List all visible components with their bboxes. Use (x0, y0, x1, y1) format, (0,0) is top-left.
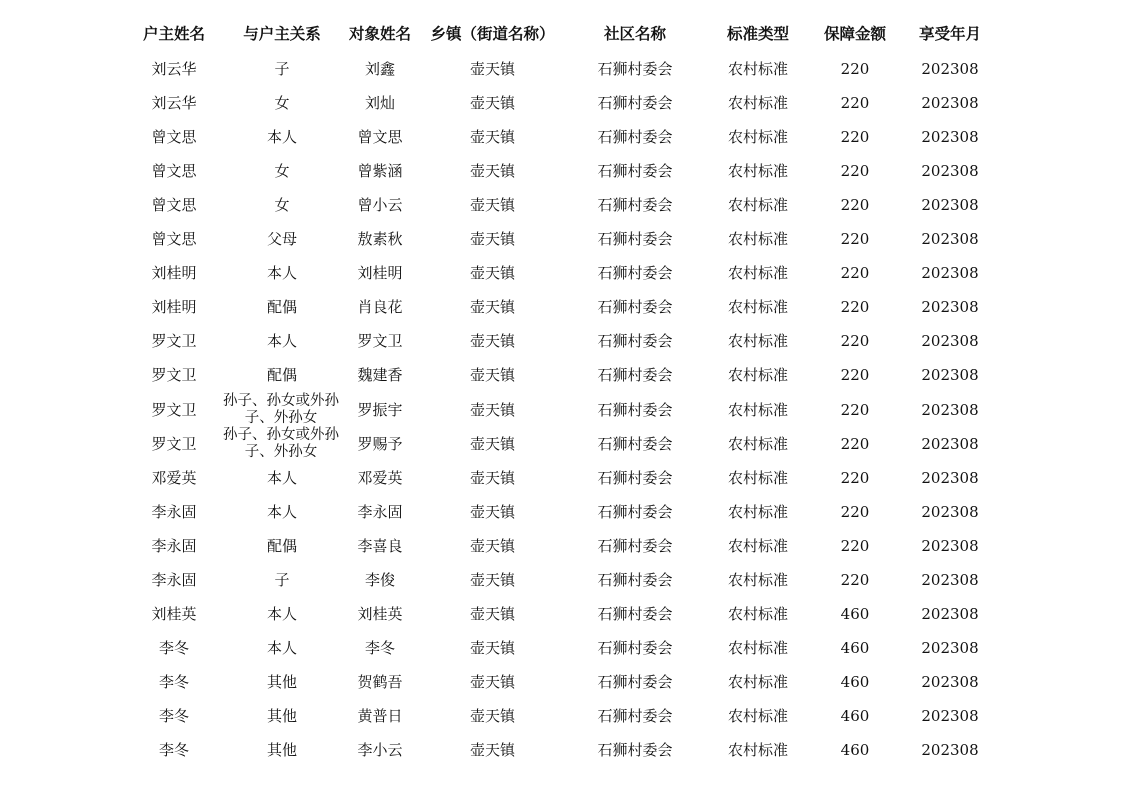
cell-community: 石狮村委会 (597, 604, 673, 623)
cell-township: 壶天镇 (469, 230, 515, 249)
cell-relation: 其他 (266, 741, 297, 759)
cell-subject-name: 刘灿 (364, 94, 395, 113)
cell-standard-type: 农村标准 (727, 638, 788, 657)
cell-month: 202308 (921, 604, 979, 623)
cell-standard-type: 农村标准 (727, 672, 788, 691)
table-row (0, 393, 1122, 427)
cell-relation: 父母 (266, 230, 297, 249)
cell-township: 壶天镇 (469, 434, 515, 453)
cell-standard-type: 农村标准 (727, 536, 788, 555)
cell-amount: 220 (840, 570, 870, 589)
cell-amount: 460 (840, 672, 870, 691)
header-community: 社区名称 (603, 24, 666, 43)
cell-community: 石狮村委会 (597, 196, 673, 215)
cell-community: 石狮村委会 (597, 162, 673, 181)
cell-householder-name: 李冬 (158, 638, 189, 657)
cell-standard-type: 农村标准 (727, 366, 788, 385)
cell-month: 202308 (921, 400, 979, 419)
cell-amount: 220 (840, 366, 870, 385)
cell-householder-name: 刘桂明 (151, 298, 197, 317)
cell-amount: 220 (840, 434, 870, 453)
header-relation: 与户主关系 (243, 24, 321, 43)
cell-month: 202308 (921, 570, 979, 589)
cell-householder-name: 罗文卫 (151, 332, 197, 351)
table-row (0, 427, 1122, 461)
cell-standard-type: 农村标准 (727, 332, 788, 351)
cell-standard-type: 农村标准 (727, 162, 788, 181)
cell-month: 202308 (921, 298, 979, 317)
cell-relation: 孙子、孙女或外孙子、外孙女 (223, 392, 339, 426)
cell-township: 壶天镇 (469, 162, 515, 181)
cell-subject-name: 刘桂英 (357, 604, 403, 623)
cell-relation: 本人 (266, 604, 297, 623)
cell-community: 石狮村委会 (597, 638, 673, 657)
cell-community: 石狮村委会 (597, 400, 673, 419)
cell-householder-name: 刘桂英 (151, 604, 197, 623)
cell-standard-type: 农村标准 (727, 706, 788, 725)
cell-amount: 220 (840, 128, 870, 147)
cell-month: 202308 (921, 230, 979, 249)
cell-month: 202308 (921, 638, 979, 657)
cell-subject-name: 魏建香 (357, 366, 403, 385)
cell-householder-name: 李冬 (158, 706, 189, 725)
cell-community: 石狮村委会 (597, 536, 673, 555)
cell-township: 壶天镇 (469, 638, 515, 657)
cell-householder-name: 刘桂明 (151, 264, 197, 283)
cell-standard-type: 农村标准 (727, 60, 788, 78)
cell-month: 202308 (921, 128, 979, 147)
table-row (0, 358, 1122, 392)
cell-amount: 460 (840, 741, 870, 759)
cell-township: 壶天镇 (469, 400, 515, 419)
cell-township: 壶天镇 (469, 706, 515, 725)
cell-relation: 本人 (266, 638, 297, 657)
cell-standard-type: 农村标准 (727, 434, 788, 453)
cell-amount: 220 (840, 196, 870, 215)
cell-relation: 其他 (266, 672, 297, 691)
cell-subject-name: 刘鑫 (364, 60, 395, 78)
cell-relation: 本人 (266, 502, 297, 521)
cell-township: 壶天镇 (469, 298, 515, 317)
cell-relation: 本人 (266, 332, 297, 351)
cell-householder-name: 罗文卫 (151, 434, 197, 453)
cell-subject-name: 李冬 (364, 638, 395, 657)
table-row (0, 597, 1122, 631)
cell-community: 石狮村委会 (597, 332, 673, 351)
table-row (0, 86, 1122, 120)
table-row (0, 324, 1122, 358)
cell-householder-name: 刘云华 (151, 94, 197, 113)
table-header-row (0, 17, 1122, 51)
cell-standard-type: 农村标准 (727, 196, 788, 215)
cell-month: 202308 (921, 366, 979, 385)
cell-householder-name: 罗文卫 (151, 366, 197, 385)
table-row (0, 699, 1122, 733)
cell-township: 壶天镇 (469, 332, 515, 351)
cell-subject-name: 敖素秋 (357, 230, 403, 249)
cell-community: 石狮村委会 (597, 570, 673, 589)
cell-township: 壶天镇 (469, 94, 515, 113)
cell-township: 壶天镇 (469, 502, 515, 521)
cell-community: 石狮村委会 (597, 94, 673, 113)
cell-subject-name: 刘桂明 (357, 264, 403, 283)
cell-month: 202308 (921, 468, 979, 487)
cell-month: 202308 (921, 672, 979, 691)
cell-relation: 女 (274, 162, 290, 181)
cell-township: 壶天镇 (469, 196, 515, 215)
cell-community: 石狮村委会 (597, 741, 673, 759)
cell-standard-type: 农村标准 (727, 502, 788, 521)
cell-standard-type: 农村标准 (727, 94, 788, 113)
cell-township: 壶天镇 (469, 741, 515, 759)
cell-amount: 460 (840, 706, 870, 725)
cell-community: 石狮村委会 (597, 468, 673, 487)
cell-householder-name: 曾文思 (151, 162, 197, 181)
cell-month: 202308 (921, 502, 979, 521)
header-subject-name: 对象姓名 (348, 24, 411, 43)
header-township: 乡镇（街道名称） (430, 24, 555, 43)
cell-subject-name: 李喜良 (357, 536, 403, 555)
cell-householder-name: 曾文思 (151, 196, 197, 215)
table-row (0, 120, 1122, 154)
table-row (0, 290, 1122, 324)
cell-amount: 460 (840, 604, 870, 623)
cell-community: 石狮村委会 (597, 60, 673, 78)
cell-community: 石狮村委会 (597, 230, 673, 249)
header-amount: 保障金额 (823, 24, 886, 43)
cell-relation: 本人 (266, 264, 297, 283)
cell-township: 壶天镇 (469, 366, 515, 385)
cell-amount: 220 (840, 400, 870, 419)
cell-township: 壶天镇 (469, 264, 515, 283)
cell-standard-type: 农村标准 (727, 741, 788, 759)
cell-amount: 220 (840, 468, 870, 487)
cell-householder-name: 李冬 (158, 741, 189, 759)
cell-relation: 配偶 (266, 366, 297, 385)
cell-standard-type: 农村标准 (727, 128, 788, 147)
cell-township: 壶天镇 (469, 128, 515, 147)
cell-amount: 220 (840, 94, 870, 113)
cell-subject-name: 邓爱英 (357, 468, 403, 487)
cell-subject-name: 罗振宇 (357, 400, 403, 419)
table-row (0, 188, 1122, 222)
cell-standard-type: 农村标准 (727, 468, 788, 487)
cell-amount: 220 (840, 230, 870, 249)
cell-amount: 220 (840, 536, 870, 555)
cell-relation: 其他 (266, 706, 297, 725)
header-householder-name: 户主姓名 (142, 24, 205, 43)
cell-relation: 配偶 (266, 298, 297, 317)
cell-month: 202308 (921, 741, 979, 759)
cell-householder-name: 李永固 (151, 570, 197, 589)
cell-community: 石狮村委会 (597, 366, 673, 385)
cell-month: 202308 (921, 332, 979, 351)
cell-relation: 孙子、孙女或外孙子、外孙女 (223, 426, 339, 460)
cell-township: 壶天镇 (469, 604, 515, 623)
cell-standard-type: 农村标准 (727, 400, 788, 419)
table-row (0, 256, 1122, 290)
cell-standard-type: 农村标准 (727, 230, 788, 249)
cell-relation: 女 (274, 94, 290, 113)
cell-community: 石狮村委会 (597, 128, 673, 147)
header-month: 享受年月 (918, 24, 981, 43)
cell-subject-name: 贺鹤吾 (357, 672, 403, 691)
cell-township: 壶天镇 (469, 672, 515, 691)
table-row (0, 631, 1122, 665)
cell-standard-type: 农村标准 (727, 604, 788, 623)
cell-township: 壶天镇 (469, 468, 515, 487)
cell-relation: 本人 (266, 128, 297, 147)
cell-relation: 配偶 (266, 536, 297, 555)
cell-subject-name: 李小云 (357, 741, 403, 759)
cell-month: 202308 (921, 94, 979, 113)
table-row (0, 733, 1122, 767)
cell-subject-name: 曾小云 (357, 196, 403, 215)
cell-community: 石狮村委会 (597, 706, 673, 725)
cell-subject-name: 曾文思 (357, 128, 403, 147)
cell-householder-name: 李永固 (151, 502, 197, 521)
cell-relation: 女 (274, 196, 290, 215)
cell-householder-name: 李永固 (151, 536, 197, 555)
cell-householder-name: 曾文思 (151, 230, 197, 249)
cell-community: 石狮村委会 (597, 672, 673, 691)
table-row (0, 529, 1122, 563)
cell-amount: 220 (840, 502, 870, 521)
cell-township: 壶天镇 (469, 536, 515, 555)
cell-subject-name: 李俊 (364, 570, 395, 589)
cell-amount: 220 (840, 264, 870, 283)
cell-community: 石狮村委会 (597, 502, 673, 521)
cell-month: 202308 (921, 536, 979, 555)
table-row (0, 461, 1122, 495)
cell-relation: 子 (274, 60, 290, 78)
cell-community: 石狮村委会 (597, 264, 673, 283)
cell-subject-name: 曾紫涵 (357, 162, 403, 181)
cell-standard-type: 农村标准 (727, 298, 788, 317)
cell-month: 202308 (921, 196, 979, 215)
cell-relation: 子 (274, 570, 290, 589)
table-row (0, 665, 1122, 699)
cell-subject-name: 肖良花 (357, 298, 403, 317)
cell-month: 202308 (921, 60, 979, 78)
cell-subject-name: 黄普日 (357, 706, 403, 725)
cell-month: 202308 (921, 434, 979, 453)
cell-standard-type: 农村标准 (727, 570, 788, 589)
cell-householder-name: 邓爱英 (151, 468, 197, 487)
cell-householder-name: 刘云华 (151, 60, 197, 78)
cell-township: 壶天镇 (469, 60, 515, 78)
table-row (0, 154, 1122, 188)
cell-amount: 220 (840, 60, 870, 78)
cell-amount: 220 (840, 162, 870, 181)
cell-month: 202308 (921, 264, 979, 283)
cell-month: 202308 (921, 706, 979, 725)
cell-householder-name: 曾文思 (151, 128, 197, 147)
cell-householder-name: 李冬 (158, 672, 189, 691)
cell-amount: 220 (840, 298, 870, 317)
table-row (0, 52, 1122, 86)
cell-subject-name: 罗文卫 (357, 332, 403, 351)
cell-community: 石狮村委会 (597, 434, 673, 453)
cell-subject-name: 罗赐予 (357, 434, 403, 453)
cell-amount: 220 (840, 332, 870, 351)
cell-month: 202308 (921, 162, 979, 181)
cell-relation: 本人 (266, 468, 297, 487)
cell-amount: 460 (840, 638, 870, 657)
cell-standard-type: 农村标准 (727, 264, 788, 283)
cell-subject-name: 李永固 (357, 502, 403, 521)
table-row (0, 222, 1122, 256)
cell-householder-name: 罗文卫 (151, 400, 197, 419)
header-standard-type: 标准类型 (726, 24, 789, 43)
cell-township: 壶天镇 (469, 570, 515, 589)
table-row (0, 563, 1122, 597)
table-row (0, 495, 1122, 529)
cell-community: 石狮村委会 (597, 298, 673, 317)
